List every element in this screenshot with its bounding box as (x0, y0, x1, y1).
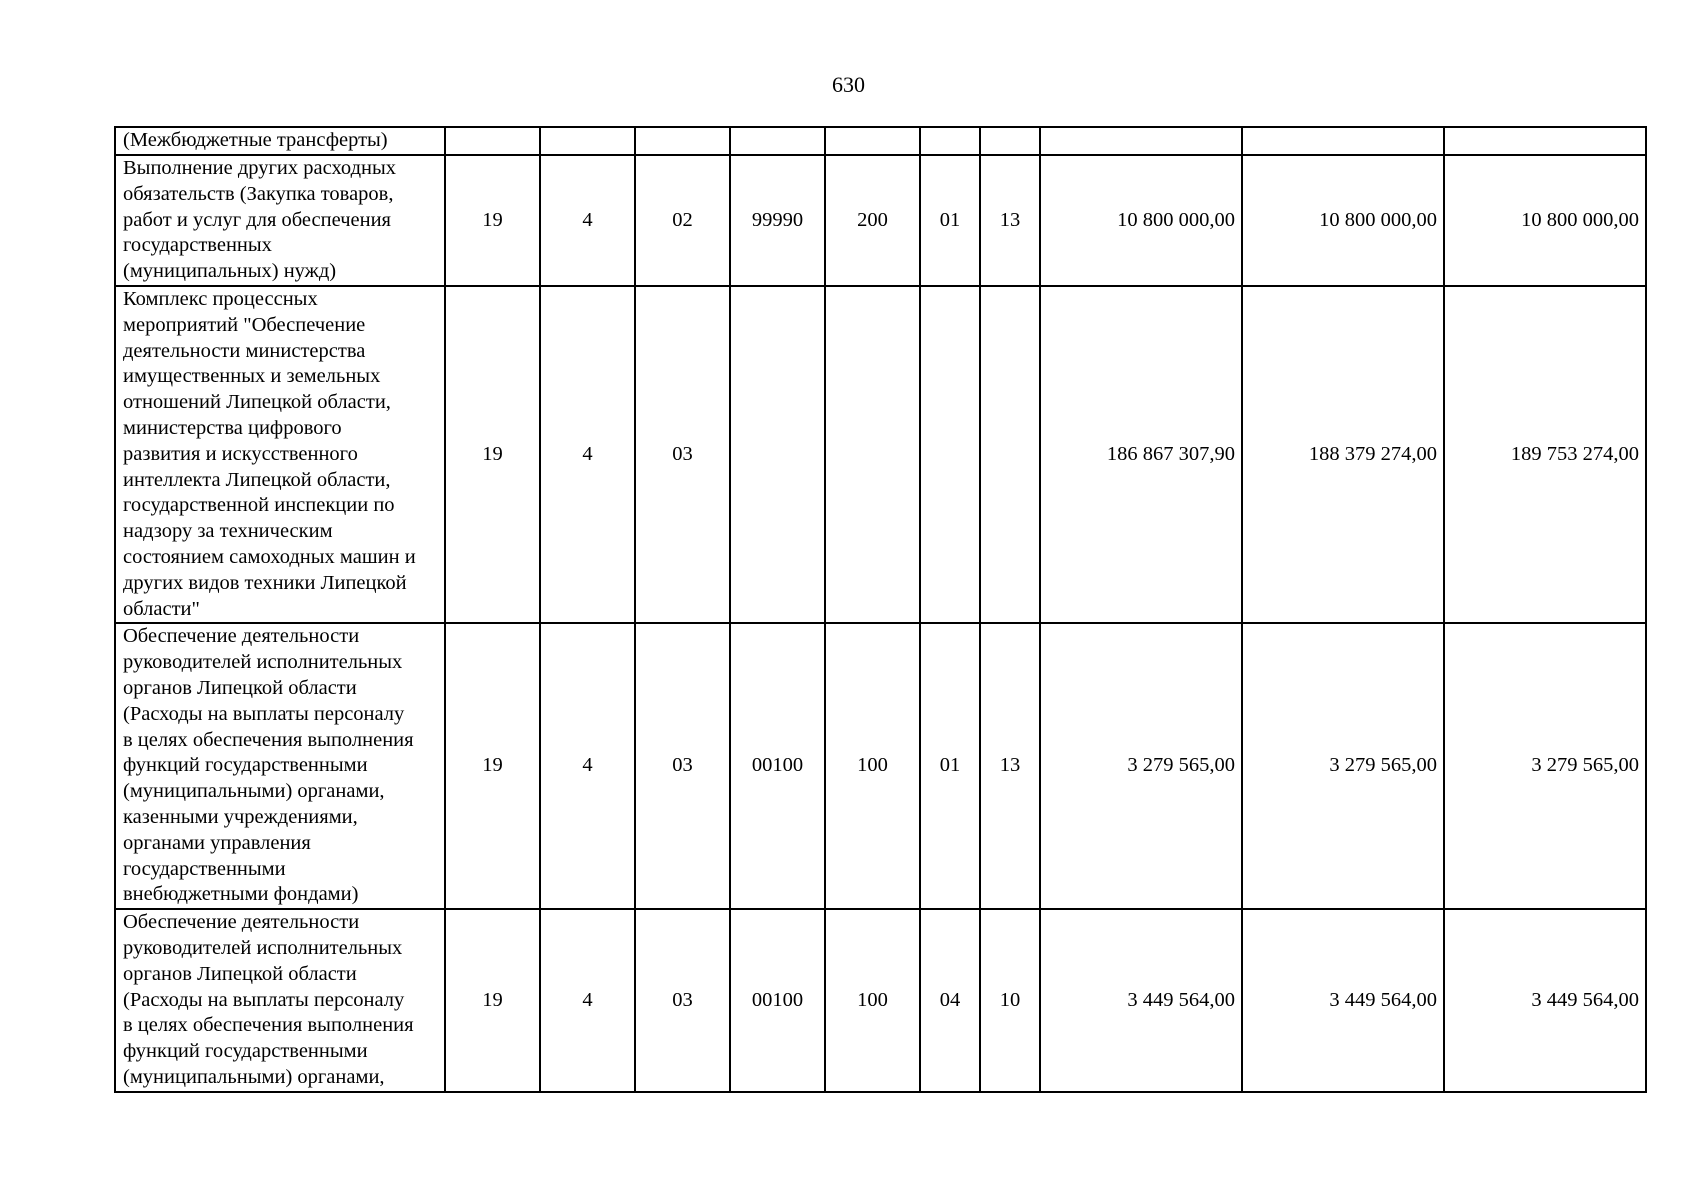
description-line: Обеспечение деятельности (123, 625, 360, 648)
table-row (115, 623, 1646, 909)
event-code-cell: 03 (635, 909, 730, 1092)
table-row (115, 127, 1646, 155)
amount-year-1-cell: 3 279 565,00 (1040, 623, 1242, 909)
description-line: государственной инспекции по (123, 494, 395, 517)
amount-year-2-cell: 3 279 565,00 (1242, 623, 1444, 909)
description-line: (муниципальными) органами, (123, 780, 385, 803)
description-line: внебюджетными фондами) (123, 883, 359, 906)
description-line: Комплекс процессных (123, 287, 318, 310)
expense-type-cell: 200 (825, 155, 920, 286)
description-line: руководителей исполнительных (123, 936, 403, 959)
direction-code-cell (730, 286, 825, 623)
subsection-cell: 10 (980, 909, 1040, 1092)
direction-code-cell: 99990 (730, 155, 825, 286)
description-line: казенными учреждениями, (123, 805, 358, 828)
description-cell (115, 286, 445, 623)
section-cell: 04 (920, 909, 980, 1092)
description-line: руководителей исполнительных (123, 651, 403, 674)
description-line: работ и услуг для обеспечения (123, 208, 391, 231)
expense-type-cell: 100 (825, 909, 920, 1092)
subprogram-code-cell: 4 (540, 623, 635, 909)
program-code-cell: 19 (445, 909, 540, 1092)
section-cell (920, 286, 980, 623)
description-line: функций государственными (123, 1040, 368, 1063)
description-line: в целях обеспечения выполнения (123, 1014, 414, 1037)
description-cell (115, 623, 445, 909)
amount-year-3-cell: 3 449 564,00 (1444, 909, 1646, 1092)
description-line: Обеспечение деятельности (123, 911, 360, 934)
description-line: в целях обеспечения выполнения (123, 728, 414, 751)
subprogram-code-cell: 4 (540, 909, 635, 1092)
description-line: Выполнение других расходных (123, 157, 397, 179)
amount-year-2-cell: 188 379 274,00 (1242, 286, 1444, 623)
direction-code-cell: 00100 (730, 909, 825, 1092)
table-row (115, 909, 1646, 1092)
amount-year-1-cell: 186 867 307,90 (1040, 286, 1242, 623)
subsection-cell (980, 286, 1040, 623)
amount-year-2-cell: 3 449 564,00 (1242, 909, 1444, 1092)
table-row (115, 286, 1646, 623)
description-line: (муниципальными) органами, (123, 1065, 385, 1088)
description-line: обязательств (Закупка товаров, (123, 182, 394, 205)
description-line: министерства цифрового (123, 416, 342, 439)
table-row (115, 155, 1646, 286)
subprogram-code-cell: 4 (540, 286, 635, 623)
subprogram-code-cell: 4 (540, 155, 635, 286)
amount-year-1-cell: 3 449 564,00 (1040, 909, 1242, 1092)
amount-year-3-cell: 189 753 274,00 (1444, 286, 1646, 623)
description-line: области" (123, 597, 200, 620)
description-line: (Расходы на выплаты персоналу (123, 702, 405, 725)
amount-year-3-cell: 10 800 000,00 (1444, 155, 1646, 286)
description-line: мероприятий "Обеспечение (123, 313, 366, 336)
subsection-cell (980, 127, 1040, 155)
description-line: (Межбюджетные трансферты) (123, 129, 388, 151)
amount-year-2-cell (1242, 127, 1444, 155)
description-line: интеллекта Липецкой области, (123, 468, 391, 491)
direction-code-cell: 00100 (730, 623, 825, 909)
description-line: других видов техники Липецкой (123, 571, 407, 594)
event-code-cell (635, 127, 730, 155)
description-cell (115, 155, 445, 286)
amount-year-1-cell (1040, 127, 1242, 155)
description-line: органов Липецкой области (123, 962, 357, 985)
program-code-cell: 19 (445, 155, 540, 286)
page-number: 630 (832, 72, 865, 97)
expense-type-cell (825, 286, 920, 623)
description-cell (115, 909, 445, 1092)
description-line: органов Липецкой области (123, 676, 357, 699)
expense-type-cell: 100 (825, 623, 920, 909)
description-line: деятельности министерства (123, 339, 366, 362)
description-line: (Расходы на выплаты персоналу (123, 988, 405, 1011)
direction-code-cell (730, 127, 825, 155)
event-code-cell: 03 (635, 286, 730, 623)
section-cell: 01 (920, 623, 980, 909)
description-line: отношений Липецкой области, (123, 391, 391, 414)
description-line: развития и искусственного (123, 442, 358, 465)
amount-year-3-cell: 3 279 565,00 (1444, 623, 1646, 909)
description-line: органами управления (123, 831, 311, 854)
section-cell: 01 (920, 155, 980, 286)
description-line: состоянием самоходных машин и (123, 545, 416, 568)
description-line: государственными (123, 857, 286, 880)
program-code-cell: 19 (445, 286, 540, 623)
program-code-cell (445, 127, 540, 155)
table-body (115, 127, 1646, 1092)
description-line: (муниципальных) нужд) (123, 260, 337, 283)
event-code-cell: 03 (635, 623, 730, 909)
description-line: имущественных и земельных (123, 365, 381, 388)
subsection-cell: 13 (980, 155, 1040, 286)
program-code-cell: 19 (445, 623, 540, 909)
description-cell (115, 127, 445, 155)
amount-year-2-cell: 10 800 000,00 (1242, 155, 1444, 286)
subprogram-code-cell (540, 127, 635, 155)
subsection-cell: 13 (980, 623, 1040, 909)
budget-table (114, 126, 1647, 1093)
description-line: государственных (123, 234, 272, 257)
amount-year-1-cell: 10 800 000,00 (1040, 155, 1242, 286)
amount-year-3-cell (1444, 127, 1646, 155)
event-code-cell: 02 (635, 155, 730, 286)
description-line: надзору за техническим (123, 520, 333, 543)
description-line: функций государственными (123, 754, 368, 777)
expense-type-cell (825, 127, 920, 155)
section-cell (920, 127, 980, 155)
